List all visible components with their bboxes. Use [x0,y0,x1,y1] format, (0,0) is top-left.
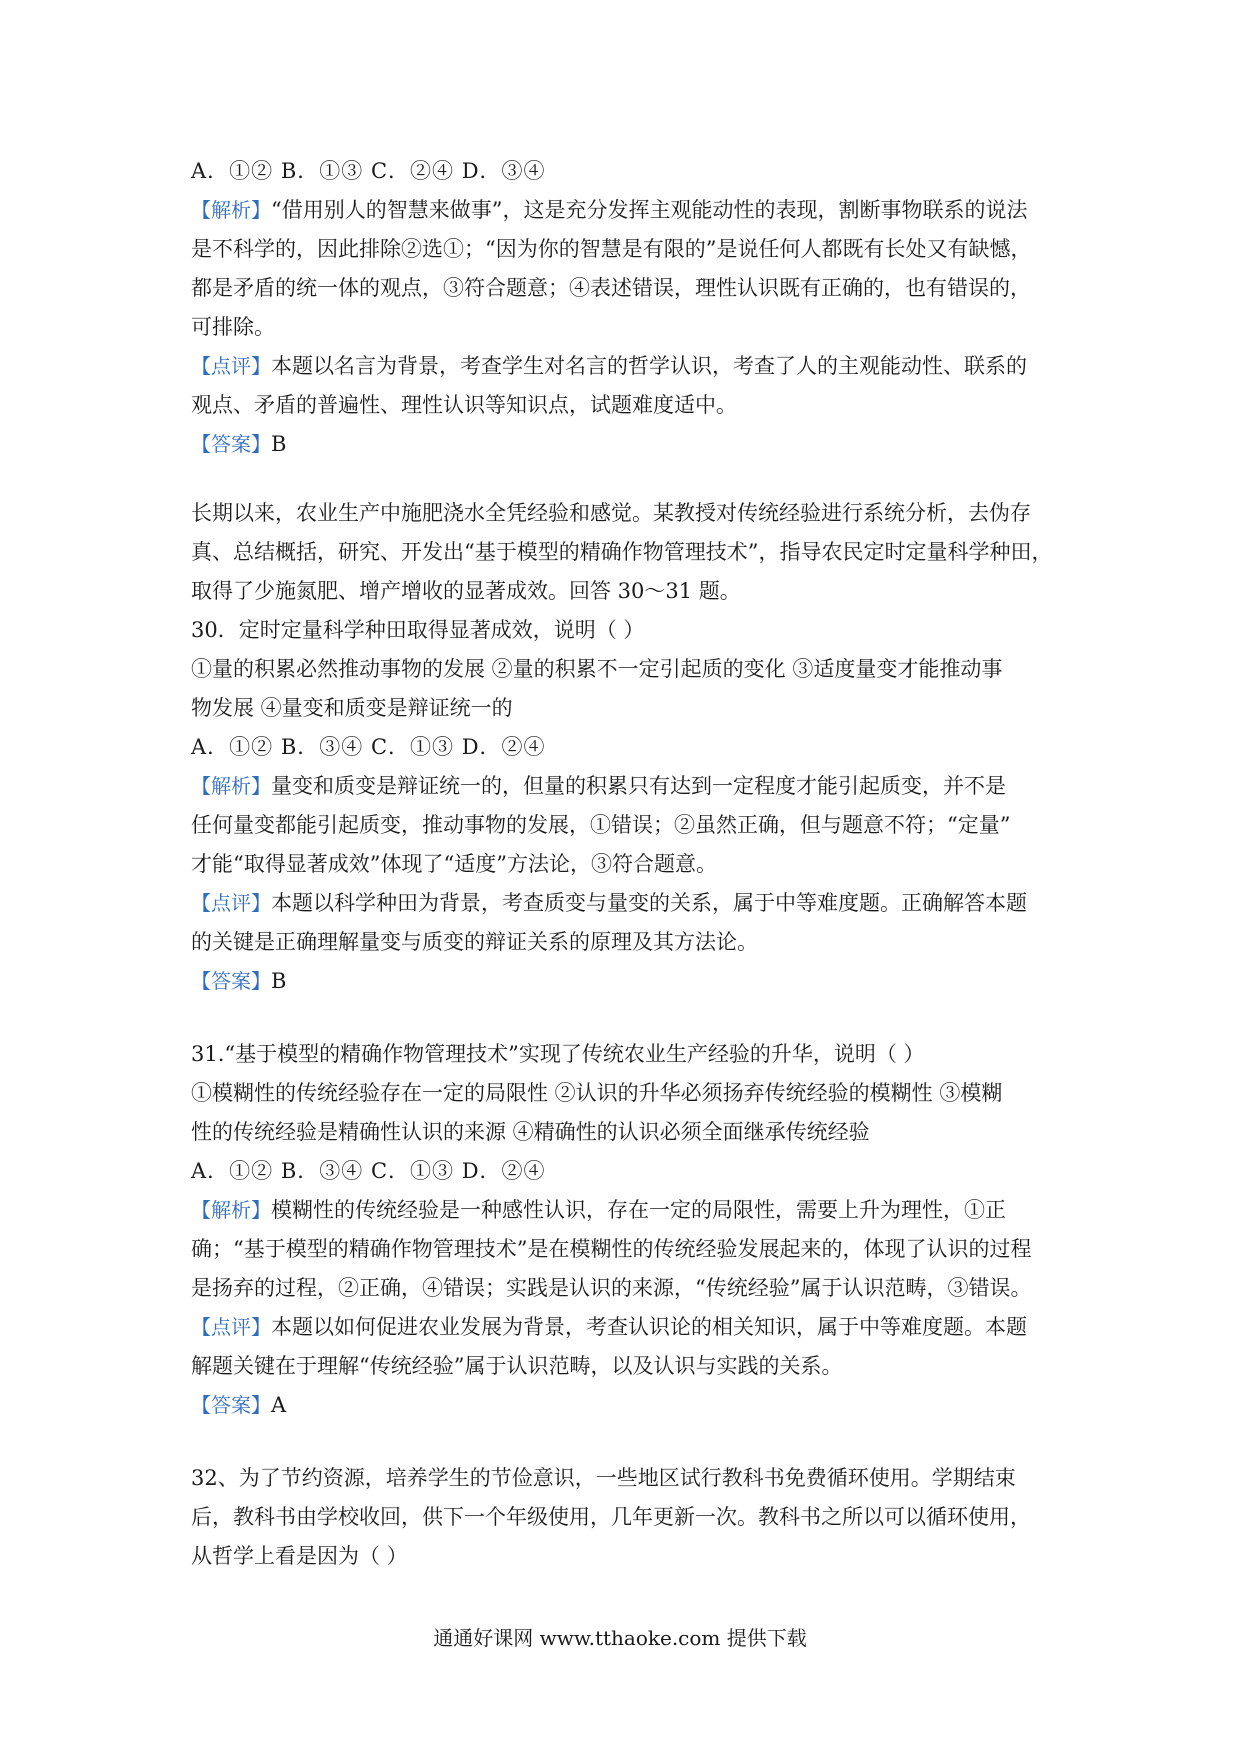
answer-value: A [271,1393,287,1417]
q31-analysis-line-3: 是扬弃的过程，②正确，④错误；实践是认识的来源，“传统经验”属于认识范畴，③错误。 [191,1276,1032,1300]
document-body [191,152,1061,1576]
comment-label: 【点评】 [191,1315,271,1339]
q31-analysis-line-2: 确；“基于模型的精确作物管理技术”是在模糊性的传统经验发展起来的，体现了认识的过程 [191,1237,1032,1261]
q32-stem-line-1: 32、为了节约资源，培养学生的节俭意识，一些地区试行教科书免费循环使用。学期结束 [191,1466,1016,1490]
q31-statement-line-2: 性的传统经验是精确性认识的来源 ④精确性的认识必须全面继承传统经验 [191,1120,870,1144]
analysis-label: 【解析】 [191,774,271,798]
q29-analysis-line-2: 是不科学的，因此排除②选①；“因为你的智慧是有限的”是说任何人都既有长处又有缺憾， [191,237,1032,261]
q29-options: A．①② B．①③ C．②④ D．③④ [191,159,546,183]
q32-stem-line-3: 从哲学上看是因为（ ） [191,1544,408,1568]
q31-comment-line-2: 解题关键在于理解“传统经验”属于认识范畴，以及认识与实践的关系。 [191,1354,843,1378]
answer-label: 【答案】 [191,969,271,993]
q30-analysis-line-2: 任何量变都能引起质变，推动事物的发展，①错误；②虽然正确，但与题意不符；“定量” [191,813,1011,837]
passage-line-3: 取得了少施氮肥、增产增收的显著成效。回答 30～31 题。 [191,579,741,603]
analysis-label: 【解析】 [191,1198,271,1222]
q29-analysis-line-1: 【解析】“借用别人的智慧来做事”，这是充分发挥主观能动性的表现，割断事物联系的说法 [191,198,1028,222]
q29-analysis-line-3: 都是矛盾的统一体的观点，③符合题意；④表述错误，理性认识既有正确的，也有错误的， [191,276,1031,300]
q31-statement-line-1: ①模糊性的传统经验存在一定的局限性 ②认识的升华必须扬弃传统经验的模糊性 ③模糊 [191,1081,1003,1105]
analysis-label: 【解析】 [191,198,271,222]
q30-analysis-line-3: 才能“取得显著成效”体现了“适度”方法论，③符合题意。 [191,852,717,876]
q31-comment-line-1: 【点评】本题以如何促进农业发展为背景，考查认识论的相关知识，属于中等难度题。本题 [191,1315,1027,1339]
q30-comment-line-1: 【点评】本题以科学种田为背景，考查质变与量变的关系，属于中等难度题。正确解答本题 [191,891,1027,915]
q31-answer [191,1386,1061,1425]
answer-label: 【答案】 [191,1393,271,1417]
q30-stem: 30．定时定量科学种田取得显著成效，说明（ ） [191,618,645,642]
passage-line-1: 长期以来，农业生产中施肥浇水全凭经验和感觉。某教授对传统经验进行系统分析，去伪存 [191,501,1031,525]
q31-analysis-line-1: 【解析】模糊性的传统经验是一种感性认识，存在一定的局限性，需要上升为理性，①正 [191,1198,1006,1222]
q30-statement-line-1: ①量的积累必然推动事物的发展 ②量的积累不一定引起质的变化 ③适度量变才能推动事 [191,657,1003,681]
page-footer: 通通好课网 www.tthaoke.com 提供下载 [433,1626,807,1650]
comment-label: 【点评】 [191,891,271,915]
q31-options: A．①② B．③④ C．①③ D．②④ [191,1159,546,1183]
q29-comment-line-2: 观点、矛盾的普遍性、理性认识等知识点，试题难度适中。 [191,393,737,417]
passage-line-2: 真、总结概括，研究、开发出“基于模型的精确作物管理技术”，指导农民定时定量科学种田， [191,540,1053,564]
q32-stem-line-2: 后，教科书由学校收回，供下一个年级使用，几年更新一次。教科书之所以可以循环使用， [191,1505,1031,1529]
q30-options: A．①② B．③④ C．①③ D．②④ [191,735,546,759]
q29-analysis-line-4: 可排除。 [191,315,275,339]
answer-label: 【答案】 [191,432,271,456]
q29-answer [191,425,1061,464]
q30-analysis-line-1: 【解析】量变和质变是辩证统一的，但量的积累只有达到一定程度才能引起质变，并不是 [191,774,1006,798]
q30-answer [191,962,1061,1001]
q31-stem: 31.“基于模型的精确作物管理技术”实现了传统农业生产经验的升华，说明（ ） [191,1042,925,1066]
answer-value: B [271,969,287,993]
comment-label: 【点评】 [191,354,271,378]
q30-statement-line-2: 物发展 ④量变和质变是辩证统一的 [191,696,513,720]
q29-comment-line-1: 【点评】本题以名言为背景，考查学生对名言的哲学认识，考查了人的主观能动性、联系的 [191,354,1027,378]
q30-comment-line-2: 的关键是正确理解量变与质变的辩证关系的原理及其方法论。 [191,930,758,954]
answer-value: B [271,432,287,456]
